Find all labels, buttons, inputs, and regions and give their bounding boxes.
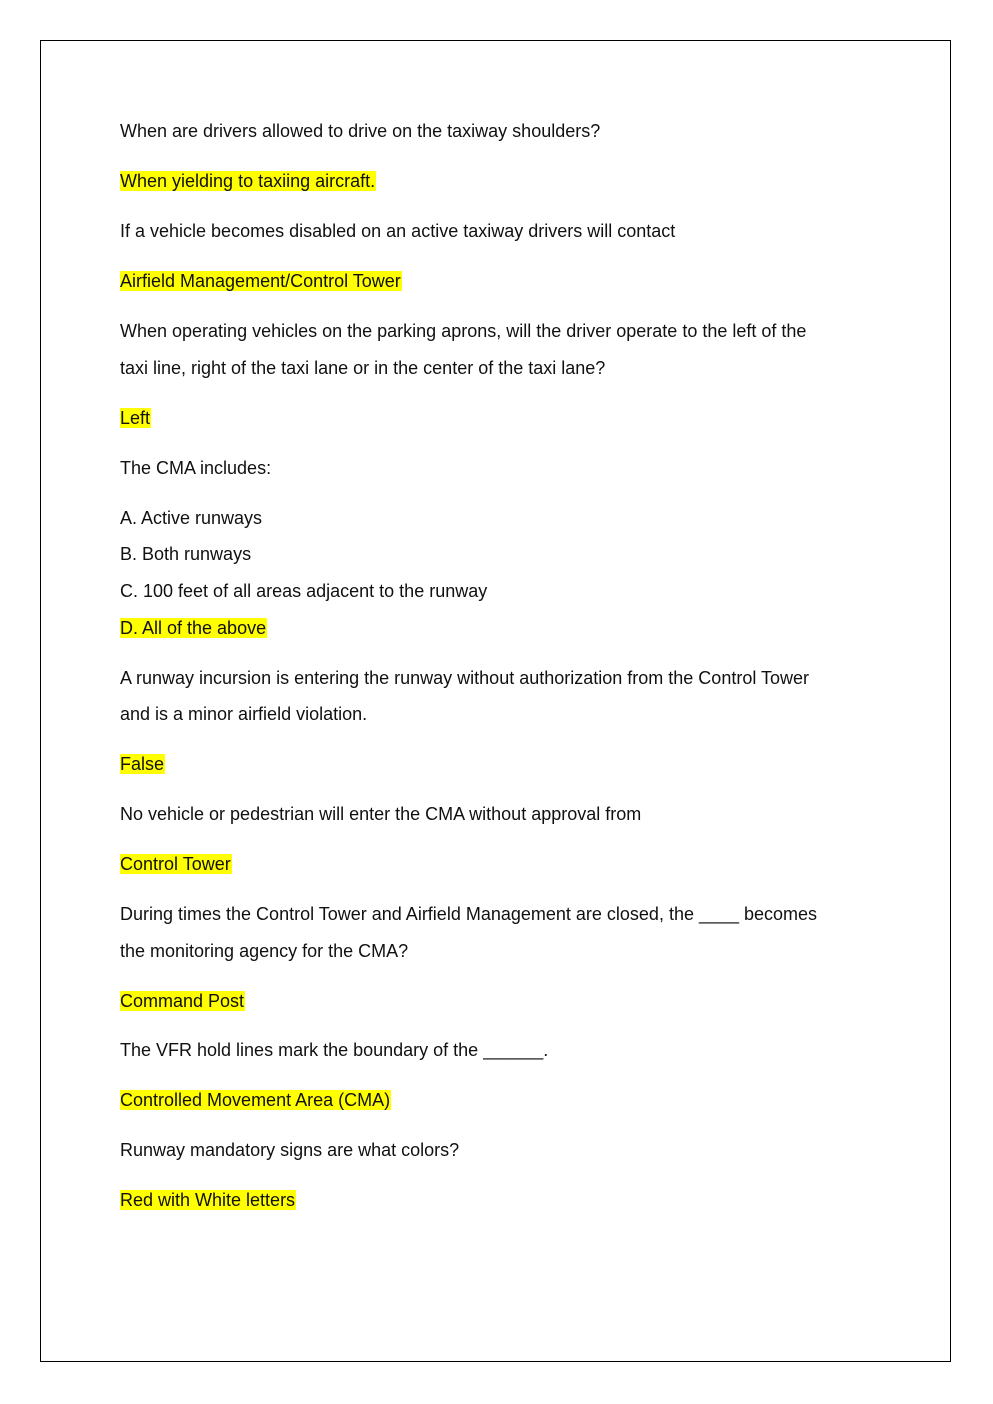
question-text: and is a minor airfield violation.	[120, 704, 368, 724]
option-text: B. Both runways	[120, 544, 252, 564]
answer-text	[120, 852, 232, 876]
question-text: taxi line, right of the taxi lane or in the center of the taxi lane?	[120, 358, 606, 378]
answer-text	[120, 616, 267, 640]
answer-highlight: Control Tower	[120, 854, 231, 874]
answer-highlight: Controlled Movement Area (CMA)	[120, 1090, 391, 1110]
question-text: the monitoring agency for the CMA?	[120, 941, 409, 961]
option-text: C. 100 feet of all areas adjacent to the runway	[120, 581, 488, 601]
question-text: Runway mandatory signs are what colors?	[120, 1140, 460, 1160]
question-text: The CMA includes:	[120, 458, 272, 478]
answer-text	[120, 752, 165, 776]
answer-text	[120, 1088, 391, 1112]
question-text: During times the Control Tower and Airfield Management are closed, the ____ becomes	[120, 904, 818, 924]
question-text: The VFR hold lines mark the boundary of the ______.	[120, 1040, 549, 1060]
answer-highlight: Command Post	[120, 991, 245, 1011]
question-text: When are drivers allowed to drive on the taxiway shoulders?	[120, 121, 601, 141]
answer-highlight: D. All of the above	[120, 618, 267, 638]
answer-text	[120, 169, 376, 193]
answer-text	[120, 1188, 296, 1212]
answer-highlight: Red with White letters	[120, 1190, 296, 1210]
question-text: A runway incursion is entering the runway without authorization from the Control Tower	[120, 668, 810, 688]
option-text: A. Active runways	[120, 508, 263, 528]
answer-text	[120, 989, 245, 1013]
question-text: When operating vehicles on the parking aprons, will the driver operate to the left of the	[120, 321, 807, 341]
answer-highlight: When yielding to taxiing aircraft.	[120, 171, 376, 191]
question-text: No vehicle or pedestrian will enter the CMA without approval from	[120, 804, 642, 824]
answer-highlight: Left	[120, 408, 151, 428]
answer-highlight: Airfield Management/Control Tower	[120, 271, 401, 291]
answer-highlight: False	[120, 754, 165, 774]
question-text: If a vehicle becomes disabled on an active taxiway drivers will contact	[120, 221, 676, 241]
answer-text	[120, 269, 402, 293]
answer-text	[120, 406, 151, 430]
